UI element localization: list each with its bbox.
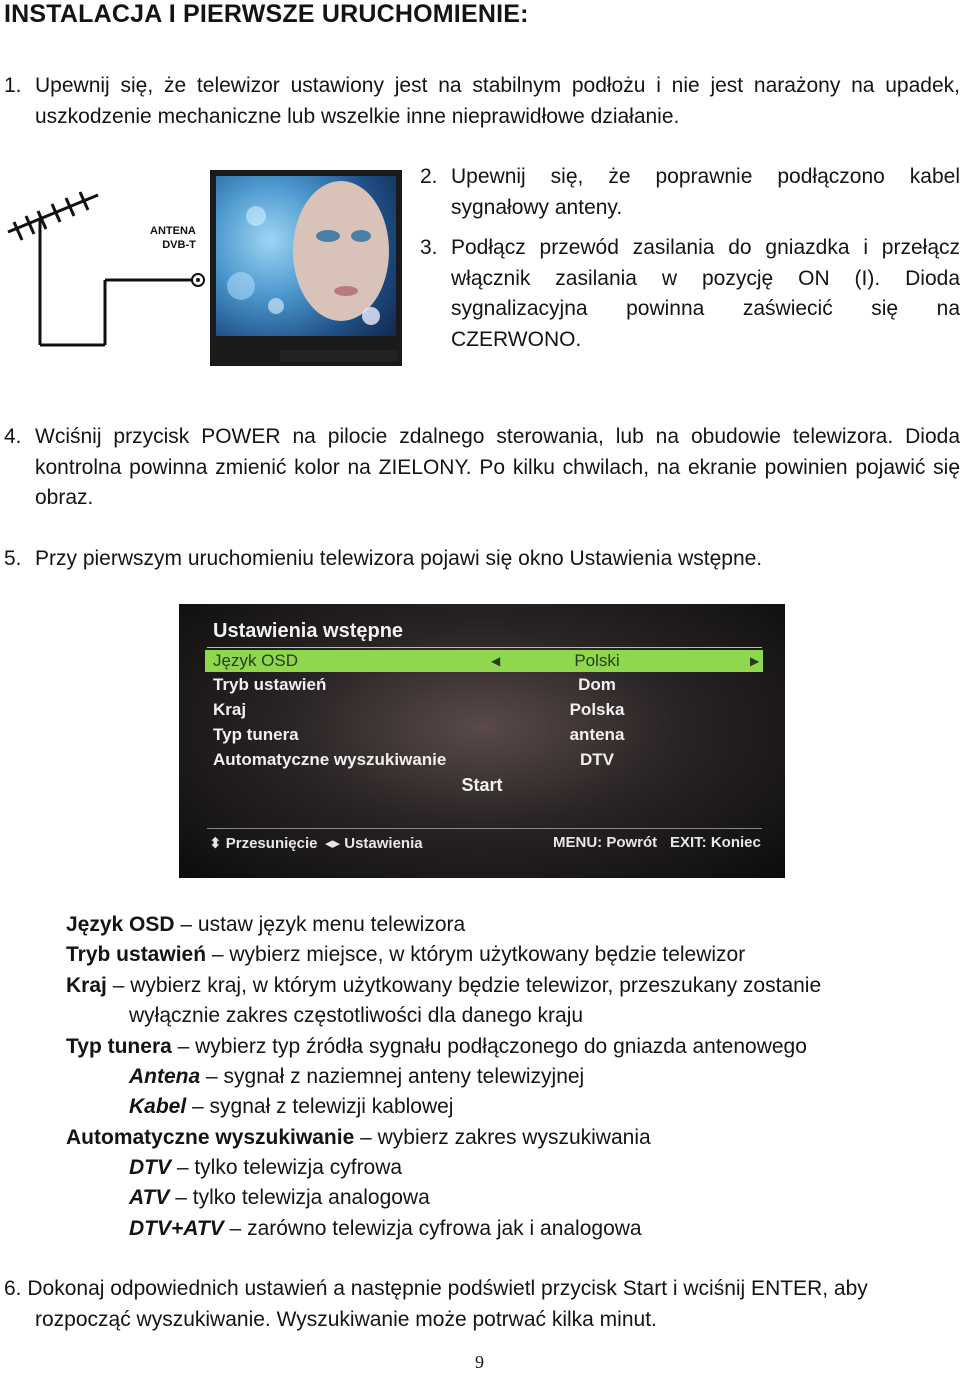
up-down-arrows-icon: ⬍ (209, 835, 222, 852)
footer-settings-hint (325, 834, 423, 852)
step-3-text: Podłącz przewód zasilania do gniazdka i przełącz włącznik zasilania w pozycję ON (I). Dioda sygnalizacyjna powinna zaświecić się na CZERWONO. (451, 236, 960, 351)
menu-row-value: Dom (578, 675, 616, 694)
def-desc: – ustaw język menu telewizora (174, 913, 466, 936)
def-desc: – wybierz typ źródła sygnału podłączonego do gniazda antenowego (171, 1035, 807, 1058)
def-desc: – wybierz kraj, w którym użytkowany będzie telewizor, przeszukany zostanie (106, 974, 822, 997)
menu-row-value: antena (569, 725, 625, 744)
step-3 (420, 233, 960, 355)
step-4-number: 4. (4, 425, 22, 448)
left-right-arrows-icon: ◂▸ (325, 835, 341, 852)
def-osd-language (66, 910, 465, 940)
def-country-cont: wyłącznie zakres częstotliwości dla danego kraju (129, 1004, 584, 1027)
step-2-text: Upewnij się, że poprawnie podłączono kabel sygnałowy anteny. (451, 165, 960, 219)
def-term: DTV (129, 1156, 171, 1179)
menu-row-setup-mode[interactable] (179, 675, 785, 699)
start-button[interactable]: Start (461, 775, 503, 795)
antenna-label-line2: DVB-T (162, 239, 196, 251)
def-term: DTV+ATV (129, 1217, 224, 1240)
menu-row-label: Automatyczne wyszukiwanie (213, 750, 447, 769)
menu-row-osd-language[interactable] (179, 650, 785, 674)
def-desc: – tylko telewizja analogowa (169, 1186, 430, 1209)
tv-screen-picture (216, 176, 396, 336)
def-desc: – sygnał z naziemnej anteny telewizyjnej (200, 1065, 585, 1088)
arrow-right-icon: ▶ (750, 654, 760, 668)
def-term: Tryb ustawień (66, 943, 207, 966)
step-5-text: Przy pierwszym uruchomieniu telewizora pojawi się okno Ustawienia wstępne. (35, 547, 763, 570)
step-4 (4, 422, 960, 514)
page-heading: INSTALACJA I PIERWSZE URUCHOMIENIE: (4, 0, 529, 28)
step-1 (4, 71, 960, 132)
def-desc: – sygnał z telewizji kablowej (186, 1095, 454, 1118)
initial-settings-menu-screenshot (179, 604, 785, 878)
def-antenna (129, 1062, 584, 1092)
step-5 (4, 544, 960, 575)
footer-back-hint: MENU: Powrót (553, 834, 658, 851)
menu-title: Ustawienia wstępne (213, 620, 404, 642)
antenna-label (150, 224, 196, 252)
antenna-diagram (0, 160, 210, 375)
def-setup-mode (66, 940, 745, 970)
def-desc: – zarówno telewizja cyfrowa jak i analogowa (223, 1217, 642, 1240)
step-5-number: 5. (4, 547, 22, 570)
step-6-line1 (4, 1274, 960, 1305)
menu-row-country[interactable] (179, 700, 785, 724)
menu-title-divider (207, 647, 762, 648)
step-6-text-line1: Dokonaj odpowiednich ustawień a następnie podświetl przycisk Start i wciśnij ENTER, aby (27, 1277, 868, 1300)
step-1-number: 1. (4, 74, 22, 97)
menu-row-value: Polska (569, 700, 625, 719)
def-tuner-type (66, 1032, 807, 1062)
def-term: Język OSD (66, 913, 175, 936)
step-4-text: Wciśnij przycisk POWER na pilocie zdalnego sterowania, lub na obudowie telewizora. Dioda kontrolna powinna zmienić kolor na ZIELONY. Po kilku chwilach, na ekranie powinien pojawić się obraz. (35, 425, 960, 509)
menu-row-label: Typ tunera (213, 725, 299, 744)
def-desc: – wybierz zakres wyszukiwania (354, 1126, 651, 1149)
footer-exit-hint: EXIT: Koniec (670, 834, 761, 851)
arrow-left-icon: ◀ (491, 654, 501, 668)
footer-move-hint (209, 834, 317, 852)
def-desc: – wybierz miejsce, w którym użytkowany będzie telewizor (206, 943, 746, 966)
def-atv (129, 1183, 430, 1213)
def-dtv (129, 1153, 402, 1183)
def-term: Typ tunera (66, 1035, 172, 1058)
menu-row-value: Polski (574, 651, 620, 670)
def-country (66, 971, 821, 1001)
footer-move-label: Przesunięcie (225, 835, 318, 852)
menu-row-label: Język OSD (213, 651, 299, 670)
step-2-number: 2. (420, 165, 438, 188)
def-term: Kabel (129, 1095, 187, 1118)
step-2 (420, 162, 960, 223)
menu-row-auto-search[interactable] (179, 750, 785, 774)
menu-footer-divider (207, 828, 762, 829)
tv-image (210, 170, 402, 366)
step-3-number: 3. (420, 236, 438, 259)
antenna-tv-figure (0, 160, 410, 375)
page-number: 9 (475, 1352, 484, 1372)
step-1-text: Upewnij się, że telewizor ustawiony jest na stabilnym podłożu i nie jest narażony na upadek, uszkodzenie mechaniczne lub wszelkie inne nieprawidłowe działanie. (35, 74, 960, 128)
tv-screen (216, 176, 396, 336)
def-term: Antena (129, 1065, 201, 1088)
menu-row-tuner-type[interactable] (179, 725, 785, 749)
def-cable (129, 1092, 453, 1122)
def-desc: – tylko telewizja cyfrowa (171, 1156, 403, 1179)
def-term: Kraj (66, 974, 107, 997)
def-term: ATV (129, 1186, 170, 1209)
def-term: Automatyczne wyszukiwanie (66, 1126, 355, 1149)
antenna-label-line1: ANTENA (150, 225, 196, 237)
def-auto-search (66, 1123, 651, 1153)
menu-row-label: Tryb ustawień (213, 675, 327, 694)
step-6 (4, 1274, 960, 1335)
tv-stand (280, 350, 398, 362)
step-6-number: 6. (4, 1277, 22, 1300)
menu-row-value: DTV (580, 750, 614, 769)
menu-row-label: Kraj (213, 700, 247, 719)
step-6-text-line2: rozpocząć wyszukiwanie. Wyszukiwanie może potrwać kilka minut. (35, 1307, 657, 1331)
footer-settings-label: Ustawienia (344, 835, 423, 852)
def-dtv-atv (129, 1214, 642, 1244)
